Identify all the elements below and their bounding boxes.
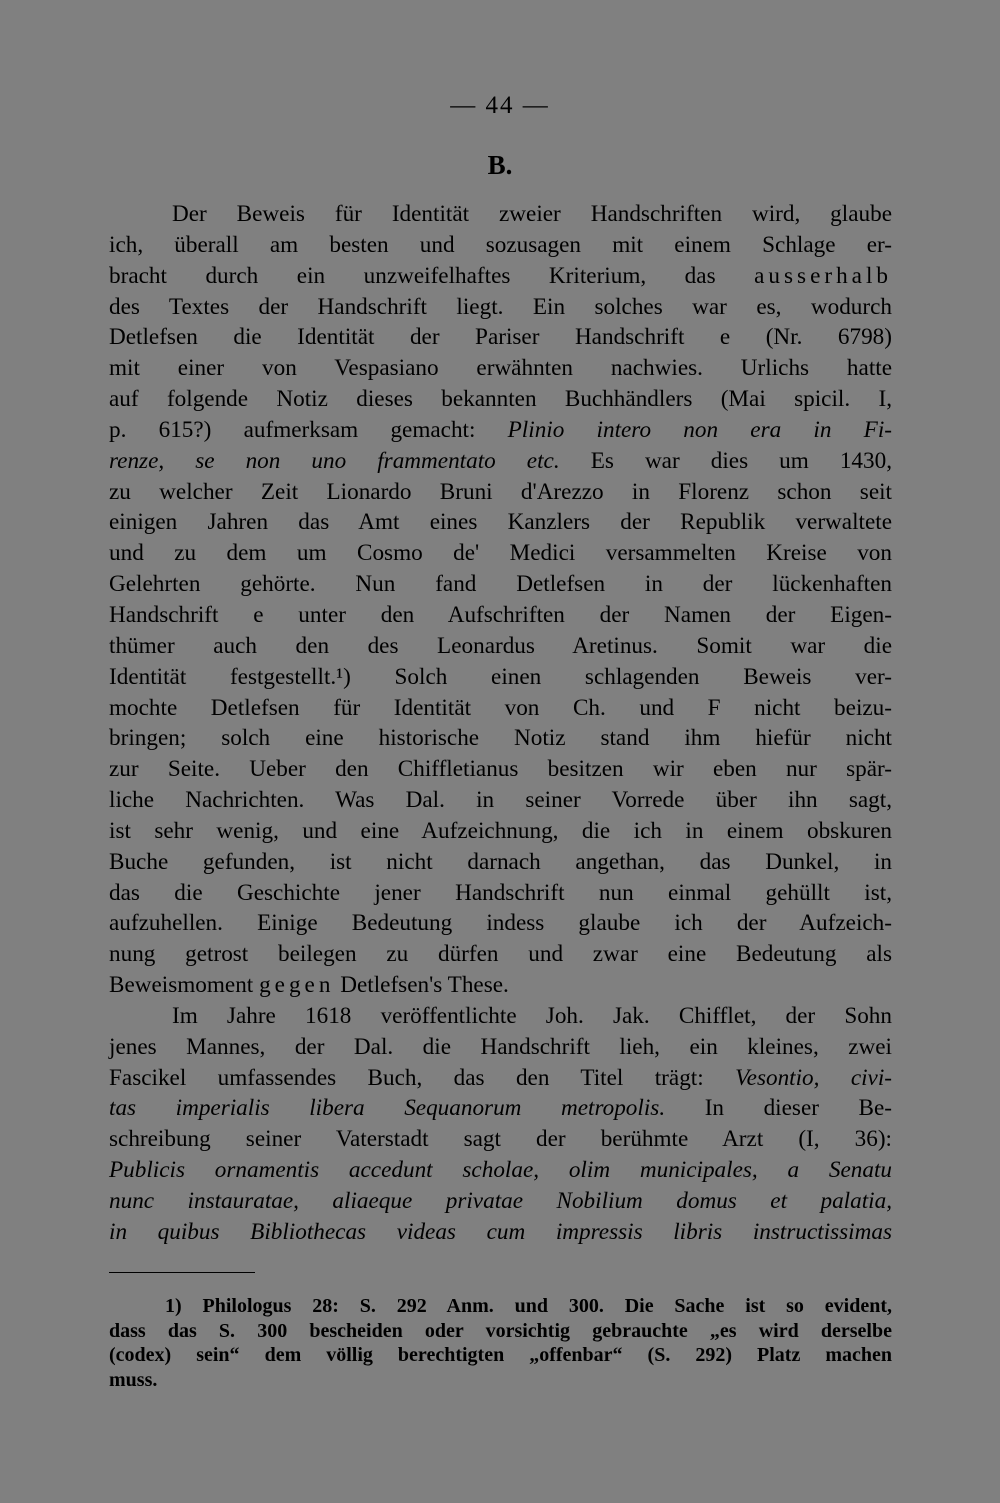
text-line: des Textes der Handschrift liegt. Ein solches war es, wodurch <box>109 293 892 320</box>
text-segment: Es war dies um 1430, <box>590 447 893 474</box>
text-line: Gelehrten gehörte. Nun fand Detlefsen in der lückenhaften <box>109 571 892 598</box>
italic-title: Vesontio, civi- <box>735 1064 893 1091</box>
text-line: ich, überall am besten und sozusagen mit einem Schlage er- <box>109 231 892 258</box>
text-segment: Beweismoment <box>109 972 254 999</box>
italic-title: tas imperialis libera Sequanorum metropolis. <box>109 1095 666 1122</box>
text-line: zur Seite. Ueber den Chiffletianus besitzen wir eben nur spär- <box>109 756 892 783</box>
footnote <box>109 1294 892 1392</box>
text-line: auf folgende Notiz dieses bekannten Buchhändlers (Mai spicil. I, <box>109 386 892 413</box>
footnote-line: 1) Philologus 28: S. 292 Anm. und 300. Die Sache ist so evident, <box>165 1295 892 1317</box>
italic-quote: renze, se non uno frammentato etc. <box>109 447 560 474</box>
footnote-separator <box>109 1272 255 1273</box>
text-line: in quibus Bibliothecas videas cum impressis libris instructissimas <box>109 1218 892 1245</box>
text-line <box>109 1093 892 1124</box>
spaced-emphasis: gegen <box>259 972 335 999</box>
text-line <box>109 261 892 292</box>
text-line: Buche gefunden, ist nicht darnach angethan, das Dunkel, in <box>109 848 892 875</box>
text-segment: bracht durch ein unzweifelhaftes Kriterium, das <box>109 262 716 289</box>
text-line: Im Jahre 1618 veröffentlichte Joh. Jak. Chifflet, der Sohn <box>172 1002 892 1029</box>
text-line: Publicis ornamentis accedunt scholae, olim municipales, a Senatu <box>109 1157 892 1184</box>
text-line: thümer auch den des Leonardus Aretinus. Somit war die <box>109 632 892 659</box>
text-line: mit einer von Vespasiano erwähnten nachwies. Urlichs hatte <box>109 355 892 382</box>
text-line: einigen Jahren das Amt eines Kanzlers der Republik verwaltete <box>109 509 892 536</box>
text-line: aufzuhellen. Einige Bedeutung indess glaube ich der Aufzeich- <box>109 910 892 937</box>
text-line: nunc instauratae, aliaeque privatae Nobilium domus et palatia, <box>109 1188 892 1214</box>
text-line: Der Beweis für Identität zweier Handschriften wird, glaube <box>172 201 892 227</box>
section-heading: B. <box>487 150 513 180</box>
italic-quote: Plinio intero non era in Fi- <box>507 416 892 443</box>
text-segment: In dieser Be- <box>704 1095 893 1122</box>
text-line <box>109 970 892 1001</box>
footnote-line: dass das S. 300 bescheiden oder vorsichtig gebrauchte „es wird derselbe <box>109 1319 892 1342</box>
text-line: nung getrost beilegen zu dürfen und zwar eine Bedeutung als <box>109 941 892 968</box>
text-line: Identität festgestellt.¹) Solch einen schlagenden Beweis ver- <box>109 663 892 690</box>
body-text <box>109 199 892 1248</box>
text-line: bringen; solch eine historische Notiz stand ihm hiefür nicht <box>109 725 892 752</box>
text-line: ist sehr wenig, und eine Aufzeichnung, die ich in einem obskuren <box>109 817 892 844</box>
text-line: und zu dem um Cosmo de' Medici versammelten Kreise von <box>109 540 892 567</box>
text-line: liche Nachrichten. Was Dal. in seiner Vorrede über ihn sagt, <box>109 787 892 814</box>
page-number: — 44 — <box>450 92 550 119</box>
text-line <box>109 1063 892 1094</box>
text-segment: Detlefsen's These. <box>340 972 509 999</box>
text-segment: p. 615?) aufmerksam gemacht: <box>109 416 476 443</box>
text-line: mochte Detlefsen für Identität von Ch. und F nicht beizu- <box>109 694 892 721</box>
text-line <box>109 446 892 477</box>
text-line: das die Geschichte jener Handschrift nun einmal gehüllt ist, <box>109 879 892 906</box>
footnote-line: muss. <box>109 1368 158 1391</box>
footnote-line: (codex) sein“ dem völlig berechtigten „offenbar“ (S. 292) Platz machen <box>109 1344 892 1366</box>
text-line: Detlefsen die Identität der Pariser Handschrift e (Nr. 6798) <box>109 324 892 351</box>
text-line: Handschrift e unter den Aufschriften der Namen der Eigen- <box>109 601 892 628</box>
text-line <box>109 415 892 446</box>
text-line: zu welcher Zeit Lionardo Bruni d'Arezzo in Florenz schon seit <box>109 478 892 505</box>
text-line: schreibung seiner Vaterstadt sagt der berühmte Arzt (I, 36): <box>109 1126 892 1153</box>
text-segment: Fascikel umfassendes Buch, das den Titel trägt: <box>109 1064 704 1091</box>
text-line: jenes Mannes, der Dal. die Handschrift lieh, ein kleines, zwei <box>109 1033 892 1060</box>
spaced-emphasis: ausserhalb <box>754 262 893 289</box>
